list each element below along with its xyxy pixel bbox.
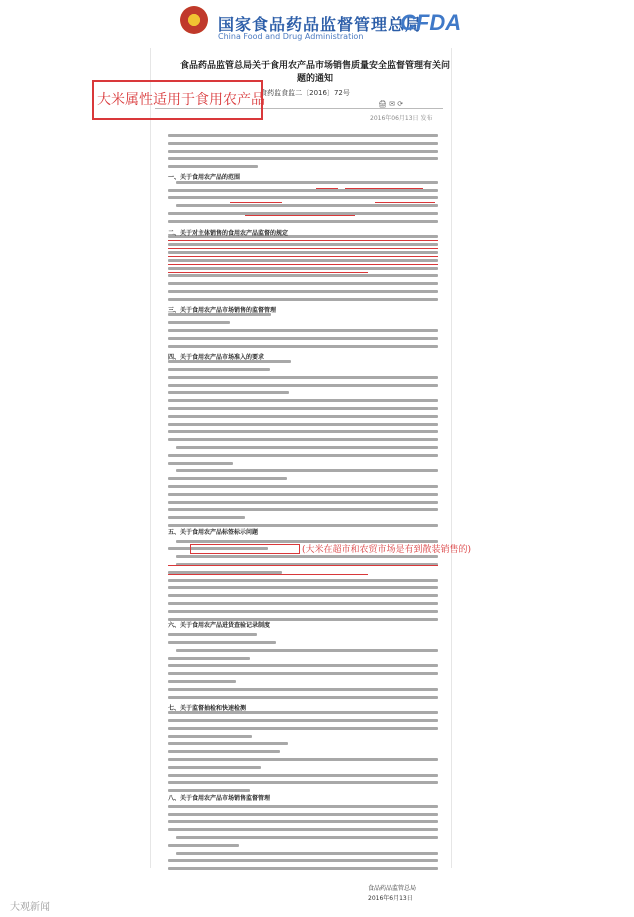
text-line: [168, 399, 438, 402]
section-heading: 六、关于食用农产品进货查验记录制度: [168, 622, 271, 629]
text-line: [168, 157, 438, 160]
source-watermark: 大观新闻: [10, 902, 50, 913]
text-line: [176, 540, 438, 543]
text-line: [168, 867, 438, 870]
highlight-underline: [168, 565, 438, 566]
highlight-underline: [168, 264, 438, 265]
print-share-icons[interactable]: 🖨 ✉ ⟳: [378, 100, 404, 108]
text-line: [168, 423, 438, 426]
highlight-underline: [345, 188, 423, 189]
text-line: [168, 321, 230, 324]
text-line: [168, 805, 438, 808]
text-line: [168, 516, 245, 519]
text-line: [168, 142, 438, 145]
section-heading: 二、关于对主体销售的食用农产品监督的规定: [168, 230, 289, 237]
text-line: [168, 766, 261, 769]
text-line: [168, 657, 250, 660]
text-line: [168, 493, 438, 496]
text-line: [168, 274, 438, 277]
text-line: [168, 220, 438, 223]
text-line: [168, 602, 438, 605]
section-heading: 五、关于食用农产品标签标示问题: [168, 529, 259, 536]
text-line: [168, 501, 438, 504]
text-line: [168, 189, 438, 192]
highlight-underline: [168, 240, 438, 241]
text-line: [168, 610, 438, 613]
text-line: [176, 469, 438, 472]
text-line: [168, 259, 438, 262]
banner-title: 国家食品药品监督管理总局: [218, 15, 423, 34]
text-line: [168, 719, 438, 722]
text-line: [176, 852, 438, 855]
text-line: [168, 407, 438, 410]
text-line: [168, 844, 239, 847]
text-line: [168, 680, 236, 683]
text-line: [168, 165, 258, 168]
document-title: 食品药品监管总局关于食用农产品市场销售质量安全监督管理有关问题的通知: [180, 61, 451, 84]
highlight-underline: [316, 188, 338, 189]
text-line: [168, 243, 438, 246]
text-line: [168, 828, 438, 831]
text-line: [168, 345, 438, 348]
text-line: [168, 781, 438, 784]
text-line: [168, 329, 438, 332]
text-line: [168, 508, 438, 511]
highlight-box: [190, 544, 300, 554]
text-line: [168, 789, 250, 792]
annotation-rice-applies: 大米属性适用于食用农产品: [97, 92, 265, 108]
text-line: [168, 859, 438, 862]
text-line: [176, 555, 438, 558]
text-line: [168, 742, 288, 745]
text-line: [168, 594, 438, 597]
section-heading: 一、关于食用农产品的范围: [168, 174, 241, 181]
text-line: [168, 454, 438, 457]
section-heading: 四、关于食用农产品市场准入的要求: [168, 354, 265, 361]
text-line: [168, 298, 438, 301]
text-line: [168, 664, 438, 667]
highlight-underline: [168, 256, 438, 257]
text-line: [168, 430, 438, 433]
highlight-underline: [168, 272, 368, 273]
highlight-underline: [230, 202, 282, 203]
text-line: [176, 446, 438, 449]
highlight-underline: [168, 574, 368, 575]
text-line: [168, 485, 438, 488]
text-line: [168, 774, 438, 777]
text-line: [168, 438, 438, 441]
text-line: [168, 735, 252, 738]
text-line: [168, 579, 438, 582]
text-line: [168, 391, 289, 394]
banner-subtitle: China Food and Drug Administration: [218, 32, 364, 41]
text-line: [168, 251, 438, 254]
text-line: [168, 477, 287, 480]
highlight-underline: [168, 248, 438, 249]
text-line: [168, 384, 438, 387]
section-heading: 三、关于食用农产品市场销售的监督管理: [168, 307, 277, 314]
text-line: [168, 820, 438, 823]
text-line: [176, 181, 438, 184]
document-number: 食药监食监二〔2016〕72号: [260, 89, 350, 97]
text-line: [168, 267, 438, 270]
national-emblem-icon: [180, 6, 208, 34]
text-line: [168, 813, 438, 816]
text-line: [168, 633, 257, 636]
text-line: [168, 750, 280, 753]
text-line: [176, 836, 438, 839]
cfda-logo: CFDA: [400, 10, 462, 35]
text-line: [168, 586, 438, 589]
text-line: [176, 649, 438, 652]
text-line: [168, 282, 438, 285]
annotation-rice-bulk: (大米在超市和农贸市场是有到散装销售的): [302, 545, 472, 555]
text-line: [168, 727, 438, 730]
section-heading: 八、关于食用农产品市场销售监督管理: [168, 795, 271, 802]
text-line: [168, 696, 438, 699]
text-line: [168, 376, 438, 379]
section-heading: 七、关于监督抽检和快速检测: [168, 705, 247, 712]
text-line: [176, 204, 438, 207]
text-line: [168, 462, 233, 465]
publish-date: 2016年06月13日 发布: [370, 115, 433, 122]
text-line: [168, 290, 438, 293]
text-line: [168, 758, 438, 761]
issuing-authority: 食品药品监管总局: [368, 885, 417, 892]
text-line: [168, 134, 438, 137]
text-line: [168, 368, 270, 371]
text-line: [168, 150, 438, 153]
highlight-underline: [375, 202, 435, 203]
text-line: [168, 641, 276, 644]
signature-date: 2016年6月13日: [368, 895, 413, 902]
text-line: [168, 672, 438, 675]
text-line: [168, 688, 438, 691]
highlight-underline: [245, 215, 355, 216]
text-line: [168, 337, 438, 340]
text-line: [168, 196, 438, 199]
text-line: [168, 415, 438, 418]
